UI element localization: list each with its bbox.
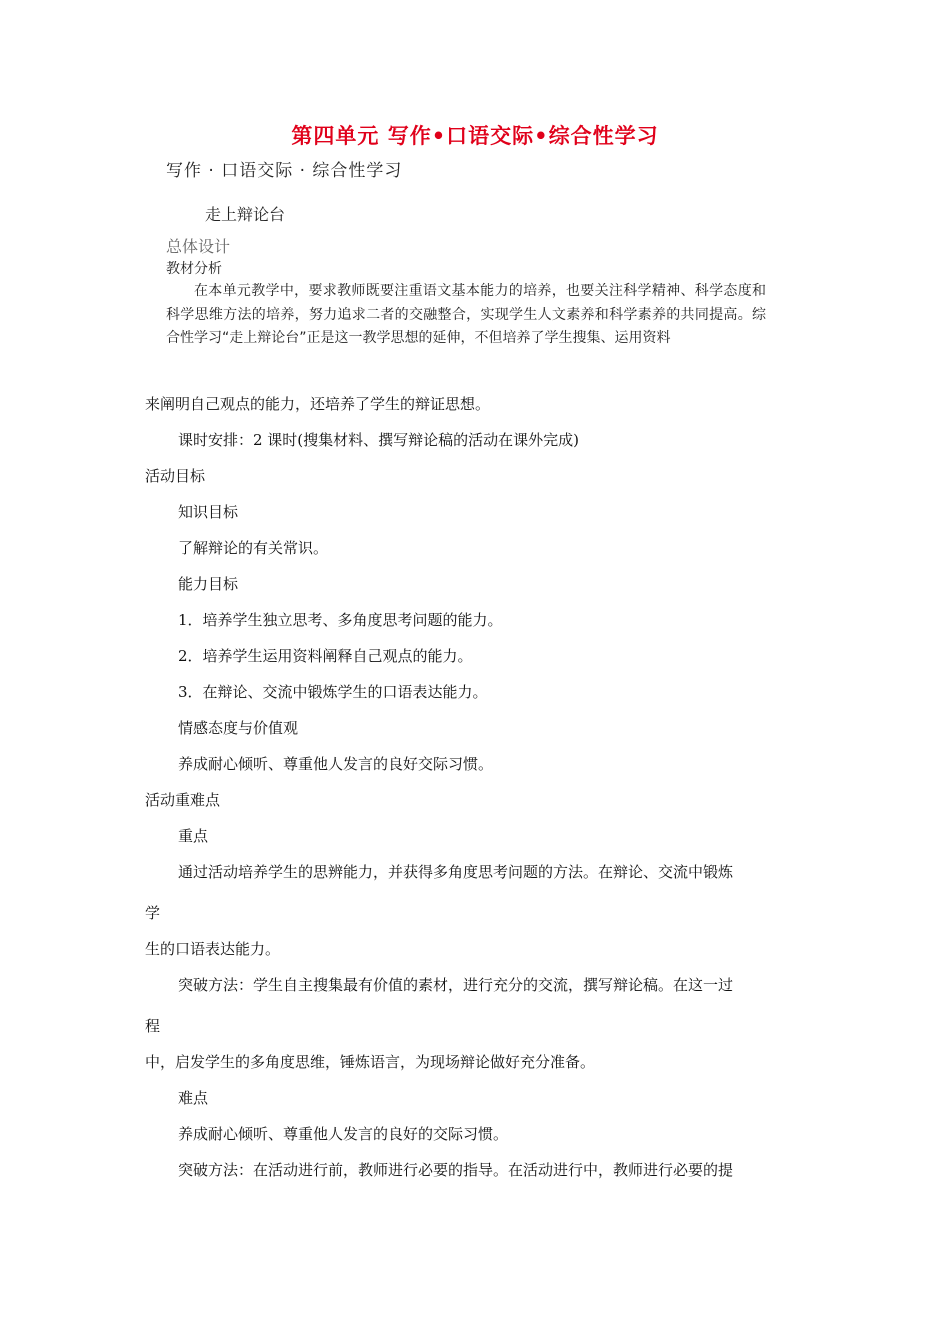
body-line: 学 — [145, 904, 161, 922]
list-item: 3．在辩论、交流中锻炼学生的口语表达能力。 — [178, 683, 488, 701]
scan-heading: 写作 · 口语交际 · 综合性学习 — [166, 161, 403, 181]
body-line: 生的口语表达能力。 — [145, 940, 281, 958]
subsection-heading: 能力目标 — [178, 575, 239, 593]
scan-subsection: 教材分析 — [166, 261, 222, 277]
body-line: 突破方法：在活动进行前，教师进行必要的指导。在活动进行中，教师进行必要的提 — [178, 1161, 734, 1179]
scan-section: 总体设计 — [166, 237, 231, 256]
body-line: 中，启发学生的多角度思维，锤炼语言，为现场辩论做好充分准备。 — [145, 1053, 596, 1071]
subsection-heading: 知识目标 — [178, 503, 239, 521]
body-line: 来阐明自己观点的能力，还培养了学生的辩证思想。 — [145, 395, 491, 413]
document-title: 第四单元 写作•口语交际•综合性学习 — [291, 124, 659, 148]
body-line: 课时安排：2 课时(搜集材料、撰写辩论稿的活动在课外完成) — [178, 431, 580, 449]
body-line: 程 — [145, 1017, 161, 1035]
list-item: 1．培养学生独立思考、多角度思考问题的能力。 — [178, 611, 503, 629]
subsection-heading: 重点 — [178, 827, 209, 845]
scan-paragraph: 在本单元教学中，要求教师既要注重语文基本能力的培养，也要关注科学精神、科学态度和科学思维方法的培养，努力追求二者的交融整合，实现学生人文素养和科学素养的共同提高。综合性学习“走上辩论台”正是这一教学思想的延伸，不但培养了学生搜集、运用资料 — [166, 283, 766, 346]
subsection-heading: 难点 — [178, 1089, 209, 1107]
scanned-excerpt — [160, 152, 770, 372]
body-line: 养成耐心倾听、尊重他人发言的良好交际习惯。 — [178, 755, 494, 773]
body-line: 养成耐心倾听、尊重他人发言的良好的交际习惯。 — [178, 1125, 509, 1143]
section-heading: 活动重难点 — [145, 791, 221, 809]
section-heading: 活动目标 — [145, 467, 206, 485]
body-line: 通过活动培养学生的思辨能力，并获得多角度思考问题的方法。在辩论、交流中锻炼 — [178, 863, 734, 881]
scan-subheading: 走上辩论台 — [205, 205, 286, 224]
subsection-heading: 情感态度与价值观 — [178, 719, 299, 737]
list-item: 2．培养学生运用资料阐释自己观点的能力。 — [178, 647, 473, 665]
body-line: 了解辩论的有关常识。 — [178, 539, 329, 557]
body-line: 突破方法：学生自主搜集最有价值的素材，进行充分的交流，撰写辩论稿。在这一过 — [178, 976, 734, 994]
